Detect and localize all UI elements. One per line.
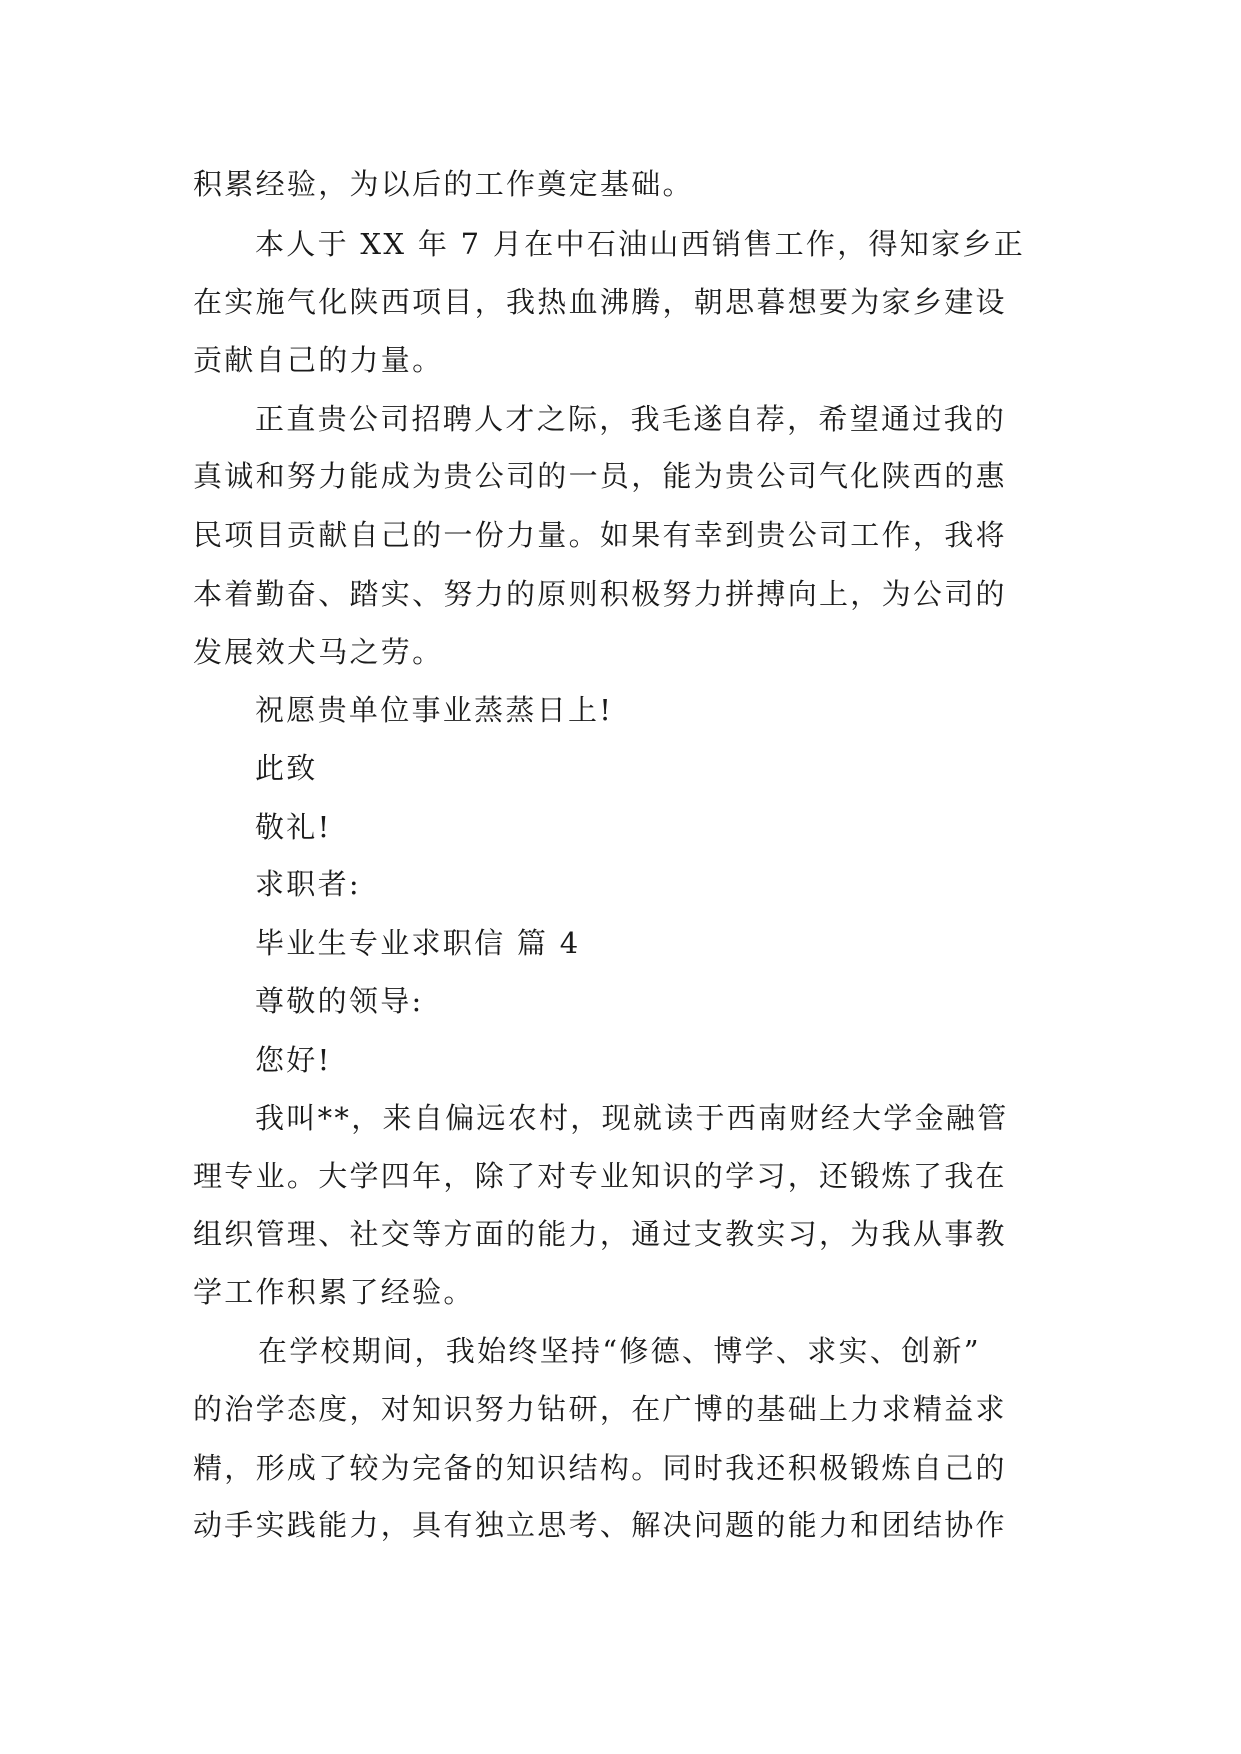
text-line-10: 祝愿贵单位事业蒸蒸日上! xyxy=(255,693,614,727)
text-line-9: 发展效犬马之劳。 xyxy=(193,635,444,669)
text-line-22: 的治学态度，对知识努力钻研，在广博的基础上力求精益求 xyxy=(193,1392,1007,1426)
text-line-19: 组织管理、社交等方面的能力，通过支教实习，为我从事教 xyxy=(193,1217,1007,1251)
text-line-12: 敬礼! xyxy=(255,810,332,844)
text-line-16: 您好! xyxy=(255,1043,332,1077)
text-line-11: 此致 xyxy=(255,751,318,785)
text-line-24: 动手实践能力，具有独立思考、解决问题的能力和团结协作 xyxy=(193,1508,1007,1542)
text-line-1: 积累经验，为以后的工作奠定基础。 xyxy=(193,167,694,201)
text-line-6: 真诚和努力能成为贵公司的一员，能为贵公司气化陕西的惠 xyxy=(193,459,1007,493)
text-line-2: 本人于 XX 年 7 月在中石油山西销售工作，得知家乡正 xyxy=(255,227,1026,261)
text-line-15: 尊敬的领导: xyxy=(255,984,424,1018)
text-line-4: 贡献自己的力量。 xyxy=(193,343,444,377)
text-line-23: 精，形成了较为完备的知识结构。同时我还积极锻炼自己的 xyxy=(193,1451,1007,1485)
text-line-13: 求职者: xyxy=(255,867,361,901)
text-line-21: 在学校期间，我始终坚持“修德、博学、求实、创新” xyxy=(258,1334,981,1368)
text-line-18: 理专业。大学四年，除了对专业知识的学习，还锻炼了我在 xyxy=(193,1159,1007,1193)
section-heading: 毕业生专业求职信 篇 4 xyxy=(255,926,581,960)
text-line-7: 民项目贡献自己的一份力量。如果有幸到贵公司工作，我将 xyxy=(193,518,1007,552)
text-line-17: 我叫**，来自偏远农村，现就读于西南财经大学金融管 xyxy=(255,1101,1009,1135)
text-line-8: 本着勤奋、踏实、努力的原则积极努力拼搏向上，为公司的 xyxy=(193,577,1007,611)
text-line-5: 正直贵公司招聘人才之际，我毛遂自荐，希望通过我的 xyxy=(255,402,1007,436)
text-line-3: 在实施气化陕西项目，我热血沸腾，朝思暮想要为家乡建设 xyxy=(193,285,1007,319)
text-line-20: 学工作积累了经验。 xyxy=(193,1275,475,1309)
